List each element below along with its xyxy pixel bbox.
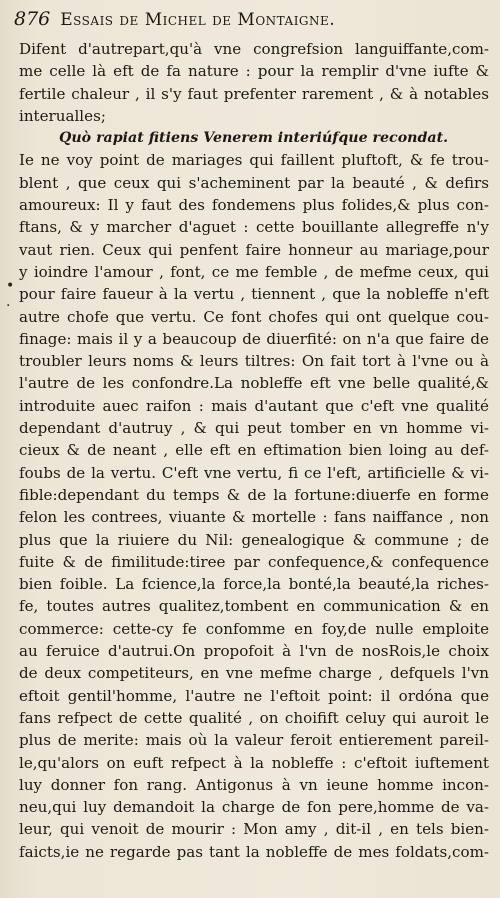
text-line: dependant d'autruy , & qui peut tomber en vn homme vi- — [19, 419, 489, 438]
margin-mark: • — [6, 278, 15, 294]
text-line: me celle là eft de fa nature : pour la remplir d'vne iufte & — [19, 62, 489, 81]
text-line: le,qu'alors on euft refpect à la nobleffe : c'eftoit iuftement — [19, 753, 489, 772]
text-line: l'autre de les confondre.La nobleffe eft vne belle qualité,& — [19, 374, 489, 393]
text-line: faicts,ie ne regarde pas tant la nobleffe de mes foldats,com- — [19, 842, 489, 861]
text-line: interualles; — [19, 106, 106, 125]
page-header — [14, 8, 484, 34]
text-line: autre chofe que vertu. Ce font chofes qui ont quelque cou- — [19, 307, 489, 326]
text-line: plus de merite: mais où la valeur feroit entierement pareil- — [19, 731, 489, 750]
latin-quotation: Quò rapiat fitiens Venerem interiúfque recondat. — [59, 130, 449, 147]
text-line: leur, qui venoit de mourir : Mon amy , dit-il , en tels bien- — [19, 820, 489, 839]
text-line: y ioindre l'amour , font, ce me femble , de mefme ceux, qui — [19, 262, 489, 281]
text-line: fuite & de fimilitude:tiree par confequence,& confequence — [19, 552, 489, 571]
body-text — [19, 38, 489, 863]
text-line: Ie ne voy point de mariages qui faillent pluftoft, & fe trou- — [19, 151, 489, 170]
text-line: Difent d'autrepart,qu'à vne congrefsion languiffante,com- — [19, 40, 489, 58]
text-line: introduite auec raifon : mais d'autant que c'eft vne qualité — [19, 396, 489, 415]
text-line: neu,qui luy demandoit la charge de fon pere,homme de va- — [19, 798, 489, 817]
text-line: finage: mais il y a beaucoup de diuerfité: on n'a que faire de — [19, 329, 489, 348]
text-line: felon les contrees, viuante & mortelle : fans naiffance , non — [19, 508, 489, 527]
margin-mark: · — [6, 298, 11, 314]
page-number: 876 — [14, 8, 51, 30]
text-line: luy donner fon rang. Antigonus à vn ieune homme incon- — [19, 775, 489, 794]
text-line: bien foible. La fcience,la force,la bonté,la beauté,la riches- — [19, 575, 489, 594]
text-line: vaut rien. Ceux qui penfent faire honneur au mariage,pour — [19, 240, 489, 259]
text-line: fible:dependant du temps & de la fortune:diuerfe en forme — [19, 485, 489, 504]
text-line: commerce: cette-cy fe confomme en foy,de nulle emploite — [19, 619, 489, 638]
text-line: cieux & de neant , elle eft en eftimation bien loing au def- — [19, 441, 489, 460]
running-title: Essais de Michel de Montaigne. — [60, 10, 336, 30]
text-line: plus que la riuiere du Nil: genealogique & commune ; de — [19, 530, 489, 549]
text-line: au feruice d'autrui.On propofoit à l'vn de nosRois,le choix — [19, 642, 489, 661]
text-line: amoureux: Il y faut des fondemens plus folides,& plus con- — [19, 196, 489, 215]
text-line: ftans, & y marcher d'aguet : cette bouillante allegreffe n'y — [19, 218, 489, 237]
text-line: blent , que ceux qui s'acheminent par la beauté , & defirs — [19, 173, 489, 192]
text-line: eftoit gentil'homme, l'autre ne l'eftoit point: il ordóna que — [19, 686, 489, 705]
text-line: pour faire faueur à la vertu , tiennent , que la nobleffe n'eft — [19, 285, 489, 304]
text-line: foubs de la vertu. C'eft vne vertu, fi ce l'eft, artificielle & vi- — [19, 463, 489, 482]
text-line: fertile chaleur , il s'y faut prefenter rarement , & à notables — [19, 84, 489, 103]
text-line: fans refpect de cette qualité , on choifift celuy qui auroit le — [19, 708, 489, 727]
text-line: de deux competiteurs, en vne mefme charge , defquels l'vn — [19, 664, 489, 683]
text-line: fe, toutes autres qualitez,tombent en communication & en — [19, 597, 489, 616]
text-line: troubler leurs noms & leurs tiltres: On fait tort à l'vne ou à — [19, 352, 489, 371]
